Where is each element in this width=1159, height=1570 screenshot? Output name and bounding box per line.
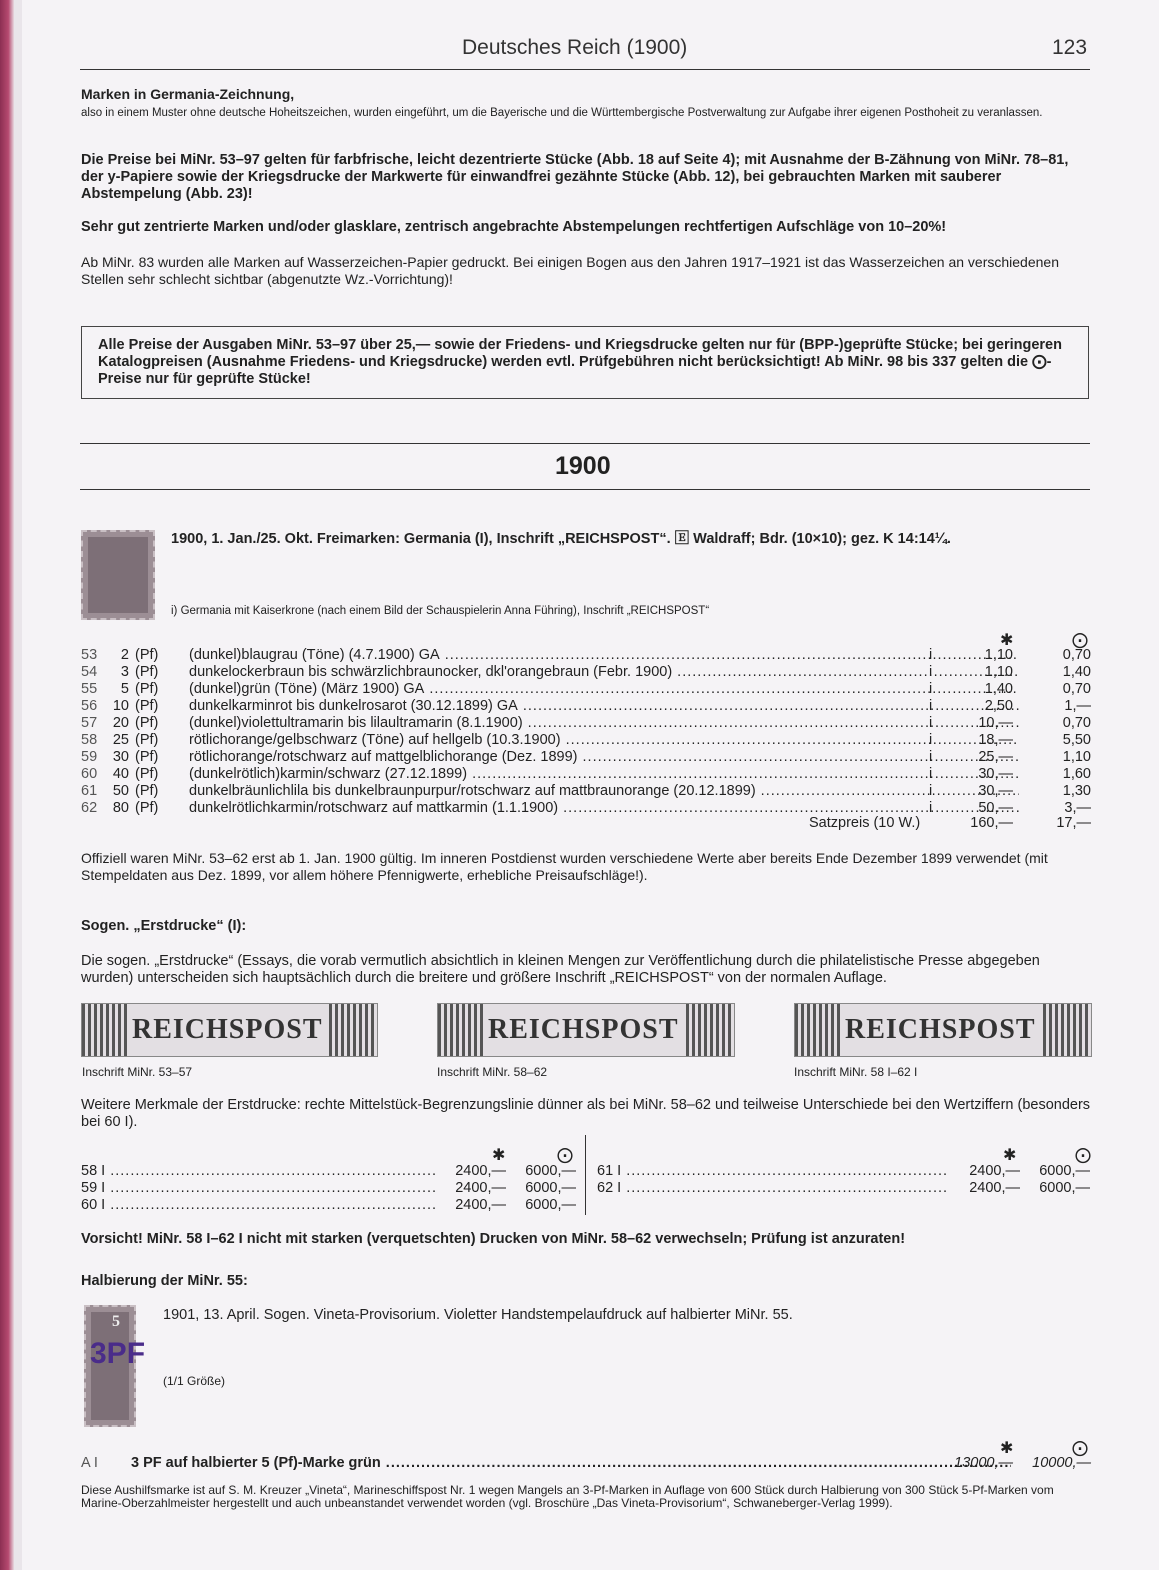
- size-note: (1/1 Größe): [163, 1374, 226, 1388]
- germania-stamp-image: [81, 530, 155, 620]
- color-description: dunkelockerbraun bis schwärzlichbraunocker, dkl'orangebraun (Febr. 1900) .....: [189, 664, 1019, 681]
- set-price-used: 17,—: [1056, 815, 1091, 831]
- price-mint: 1,40: [984, 681, 1013, 697]
- erstdrucke-heading: Sogen. „Erstdrucke“ (I):: [81, 918, 247, 934]
- catalog-number: 54: [81, 664, 98, 680]
- overprint-3pf: 3PF: [90, 1337, 146, 1370]
- color-description: dunkelrötlichkarmin/rotschwarz auf mattkarmin (1.1.1900) .....: [189, 800, 1019, 817]
- face-value: 10: [112, 698, 129, 714]
- price-mint: 10,—: [978, 715, 1013, 731]
- price-row: [81, 749, 1091, 766]
- face-value: 80: [112, 800, 129, 816]
- catalog-number: 61: [81, 783, 98, 799]
- page-number: 123: [1052, 36, 1088, 59]
- price-mint: 50,—: [978, 800, 1013, 816]
- erst-left-mint: 2400,—: [455, 1163, 506, 1179]
- color-description: (dunkelrötlich)karmin/schwarz (27.12.1899) .....: [189, 766, 1019, 783]
- face-value: 30: [112, 749, 129, 765]
- warning-note: Vorsicht! MiNr. 58 I–62 I nicht mit starken (verquetschten) Drucken von MiNr. 58–62 verwechseln; Prüfung ist anzuraten!: [81, 1231, 906, 1247]
- erst-right-used-header: ⨀: [1075, 1147, 1091, 1164]
- unit: (Pf): [135, 664, 159, 680]
- price-mint: 25,—: [978, 749, 1013, 765]
- erst-left-nr: 59 I .....: [81, 1180, 436, 1197]
- erstdrucke-text: Die sogen. „Erstdrucke“ (Essays, die vorab vermutlich absichtlich in kleinen Mengen zur Veröffentlichung durch die philatelistische Presse abgegeben wurden) unterscheiden sich hauptsächlich durch die breitere und größere Inschrift „REICHSPOST“ von der normalen Auflage.: [81, 953, 1040, 986]
- vineta-row: [81, 1455, 1091, 1472]
- germania-subtext: also in einem Muster ohne deutsche Hoheitszeichen, wurden eingeführt, um die Bayerische und die Württembergische Postverwaltung zur Aufgabe ihrer eigenen Posthoheit zu veranlassen.: [81, 107, 1043, 119]
- page-title: Deutsches Reich (1900): [462, 36, 688, 59]
- price-mint: 1,10: [984, 647, 1013, 663]
- caption-58I-62I: Inschrift MiNr. 58 I–62 I: [794, 1065, 918, 1079]
- issue-design: i) Germania mit Kaiserkrone (nach einem Bild der Schauspielerin Anna Führing), Inschrift „REICHSPOST“: [171, 605, 710, 617]
- price-row: [81, 664, 1091, 681]
- vineta-mint-header: ✱: [1000, 1440, 1014, 1457]
- catalog-number: 56: [81, 698, 98, 714]
- unit: (Pf): [135, 766, 159, 782]
- design-letter: i: [929, 749, 933, 765]
- surcharge-note: Sehr gut zentrierte Marken und/oder glasklare, zentrisch angebrachte Abstempelungen rechtfertigen Aufschläge von 10–20%!: [81, 219, 947, 235]
- price-row: [81, 681, 1091, 698]
- erst-right-mint-header: ✱: [1003, 1147, 1017, 1164]
- price-mint: 30,—: [978, 766, 1013, 782]
- face-value: 40: [112, 766, 129, 782]
- price-used: 0,70: [1062, 715, 1091, 731]
- color-description: rötlichorange/gelbschwarz (Töne) auf hellgelb (10.3.1900) .....: [189, 732, 1019, 749]
- face-value: 2: [120, 647, 129, 663]
- face-value: 25: [112, 732, 129, 748]
- catalog-number: 57: [81, 715, 98, 731]
- erst-right-mint: 2400,—: [969, 1163, 1020, 1179]
- design-letter: i: [929, 664, 933, 680]
- face-value: 50: [112, 783, 129, 799]
- catalog-number: 55: [81, 681, 98, 697]
- germania-heading: Marken in Germania-Zeichnung,: [81, 86, 295, 102]
- erst-left-mint: 2400,—: [455, 1197, 506, 1213]
- erst-left-used: 6000,—: [525, 1180, 576, 1196]
- face-value: 20: [112, 715, 129, 731]
- price-mint: 1,10: [984, 664, 1013, 680]
- vineta-stamp-image: 5 3PF: [84, 1305, 136, 1427]
- caption-58-62: Inschrift MiNr. 58–62: [437, 1065, 548, 1079]
- price-row: [81, 732, 1091, 749]
- erst-left-nr: 60 I .....: [81, 1197, 436, 1214]
- unit: (Pf): [135, 698, 159, 714]
- halbierung-title: 1901, 13. April. Sogen. Vineta-Provisorium. Violetter Handstempelaufdruck auf halbierter MiNr. 55.: [163, 1307, 793, 1323]
- unit: (Pf): [135, 647, 159, 663]
- price-used: 0,70: [1062, 647, 1091, 663]
- column-divider: [585, 1135, 586, 1215]
- design-letter: i: [929, 681, 933, 697]
- catalog-number: 53: [81, 647, 98, 663]
- color-description: dunkelkarminrot bis dunkelrosarot (30.12.1899) GA .....: [189, 698, 1019, 715]
- page-edge: [14, 0, 22, 1570]
- design-letter: i: [929, 766, 933, 782]
- color-description: rötlichorange/rotschwarz auf mattgelblichorange (Dez. 1899) .....: [189, 749, 1019, 766]
- official-note: Offiziell waren MiNr. 53–62 erst ab 1. Jan. 1900 gültig. Im inneren Postdienst wurden verschiedene Werte aber bereits Ende Dezember 1899 verwendet (mit Stempeldaten aus Dez. 1899, vor allem höhere Pfennigwerte, erhebliche Preisaufschläge!).: [81, 850, 1048, 883]
- face-value: 5: [120, 681, 129, 697]
- unit: (Pf): [135, 749, 159, 765]
- erst-right-mint: 2400,—: [969, 1180, 1020, 1196]
- design-letter: i: [929, 715, 933, 731]
- catalog-number: 59: [81, 749, 98, 765]
- erst-left-nr: 58 I .....: [81, 1163, 436, 1180]
- color-description: (dunkel)violettultramarin bis lilaultramarin (8.1.1900) .....: [189, 715, 1019, 732]
- unit: (Pf): [135, 800, 159, 816]
- price-row: [81, 647, 1091, 664]
- price-row: [81, 715, 1091, 732]
- erst-left-used-header: ⨀: [557, 1147, 573, 1164]
- price-used: 1,30: [1062, 783, 1091, 799]
- price-row: [81, 698, 1091, 715]
- color-description: (dunkel)grün (Töne) (März 1900) GA .....: [189, 681, 1019, 698]
- price-mint: 2,50: [984, 698, 1013, 714]
- price-row: [81, 783, 1091, 800]
- unit: (Pf): [135, 681, 159, 697]
- color-description: (dunkel)blaugrau (Töne) (4.7.1900) GA .....: [189, 647, 1019, 664]
- unit: (Pf): [135, 715, 159, 731]
- unit: (Pf): [135, 783, 159, 799]
- price-used: 3,—: [1064, 800, 1091, 816]
- erst-right-used: 6000,—: [1039, 1163, 1090, 1179]
- vineta-mint: 13000,—: [954, 1455, 1013, 1471]
- year-rule-top: [80, 443, 1090, 444]
- erst-left-mint: 2400,—: [455, 1180, 506, 1196]
- caption-53-57: Inschrift MiNr. 53–57: [82, 1065, 193, 1079]
- design-letter: i: [929, 800, 933, 816]
- erst-left-used: 6000,—: [525, 1197, 576, 1213]
- issue-title: 1900, 1. Jan./25. Okt. Freimarken: Germania (I), Inschrift „REICHSPOST“. 🄴 Waldraff; Bdr. (10×10); gez. K 14:14¼.: [171, 531, 951, 547]
- vineta-used: 10000,—: [1032, 1455, 1091, 1471]
- mint-header: ✱: [1000, 632, 1014, 649]
- price-used: 1,10: [1062, 749, 1091, 765]
- design-letter: i: [929, 783, 933, 799]
- price-row: [81, 766, 1091, 783]
- prices-note: Die Preise bei MiNr. 53–97 gelten für farbfrische, leicht dezentrierte Stücke (Abb. 18 auf Seite 4); mit Ausnahme der B-Zähnung von MiNr. 78–81, der y-Papiere sowie der Kriegsdrucke der Markwerte für einwandfrei gezähnte Stücke (Abb. 12), bei gebrauchten Marken mit sauberer Abstempelung (Abb. 23)!: [81, 152, 1069, 202]
- color-description: dunkelbräunlichlila bis dunkelbraunpurpur/rotschwarz auf mattbraunorange (20.12.1899) .....: [189, 783, 1019, 800]
- inscription-58I-62I: REICHSPOST: [794, 1003, 1092, 1057]
- erst-right-nr: 62 I .....: [597, 1180, 949, 1197]
- design-letter: i: [929, 732, 933, 748]
- price-used: 1,40: [1062, 664, 1091, 680]
- face-value: 3: [120, 664, 129, 680]
- set-price-label: Satzpreis (10 W.): [809, 815, 921, 831]
- unit: (Pf): [135, 732, 159, 748]
- year-heading: 1900: [555, 452, 611, 480]
- watermark-note: Ab MiNr. 83 wurden alle Marken auf Wasserzeichen-Papier gedruckt. Bei einigen Bogen aus den Jahren 1917–1921 ist das Wasserzeichen an verschiedenen Stellen sehr schlecht sichtbar (abgenutzte Wz.-Vorrichtung)!: [81, 254, 1059, 287]
- inscription-58-62: REICHSPOST: [437, 1003, 735, 1057]
- book-spine: [0, 0, 14, 1570]
- erstdrucke-features: Weitere Merkmale der Erstdrucke: rechte Mittelstück-Begrenzungslinie dünner als bei MiNr. 58–62 und teilweise Unterschiede bei den Wertziffern (besonders bei 60 I).: [81, 1097, 1091, 1130]
- price-used: 1,—: [1064, 698, 1091, 714]
- vineta-used-header: ⨀: [1072, 1440, 1088, 1457]
- erst-left-mint-header: ✱: [492, 1147, 506, 1164]
- catalog-number: 58: [81, 732, 98, 748]
- header-rule: [80, 69, 1090, 70]
- erst-right-used: 6000,—: [1039, 1180, 1090, 1196]
- price-used: 5,50: [1062, 732, 1091, 748]
- catalog-number: 60: [81, 766, 98, 782]
- price-used: 1,60: [1062, 766, 1091, 782]
- vineta-nr: A I: [81, 1455, 98, 1471]
- set-price-row: [81, 815, 1091, 832]
- price-mint: 30,—: [978, 783, 1013, 799]
- catalog-number: 62: [81, 800, 98, 816]
- set-price-mint: 160,—: [970, 815, 1013, 831]
- halbierung-heading: Halbierung der MiNr. 55:: [81, 1273, 248, 1289]
- vineta-desc: 3 PF auf halbierter 5 (Pf)-Marke grün .....: [131, 1455, 1011, 1472]
- erst-left-used: 6000,—: [525, 1163, 576, 1179]
- erst-right-nr: 61 I .....: [597, 1163, 949, 1180]
- inscription-53-57: REICHSPOST: [81, 1003, 378, 1057]
- price-notice-box: [81, 326, 1089, 399]
- vineta-note: Diese Aushilfsmarke ist auf S. M. Kreuzer „Vineta“, Marineschiffspost Nr. 1 wegen Mangels an 3-Pf-Marken in Auflage von 600 Stück durch Halbierung von 300 Stück 5-Pf-Marken vom Marine-Oberzahlmeister hergestellt und auch unbeanstandet verwendet worden (vgl. Broschüre „Das Vineta-Provisorium“, Schwaneberger-Verlag 1999).: [81, 1483, 1054, 1510]
- used-header: ⨀: [1072, 632, 1088, 649]
- price-mint: 18,—: [978, 732, 1013, 748]
- price-notice-text: Alle Preise der Ausgaben MiNr. 53–97 über 25,— sowie der Friedens- und Kriegsdrucke gelten nur für (BPP-)geprüfte Stücke; bei geringeren Katalogpreisen (Ausnahme Friedens- und Kriegsdrucke) werden evtl. Prüfgebühren nicht berücksichtigt! Ab MiNr. 98 bis 337 gelten die ⨀-Preise nur für geprüfte Stücke!: [98, 337, 1062, 387]
- year-rule-bottom: [80, 489, 1090, 490]
- price-used: 0,70: [1062, 681, 1091, 697]
- design-letter: i: [929, 647, 933, 663]
- design-letter: i: [929, 698, 933, 714]
